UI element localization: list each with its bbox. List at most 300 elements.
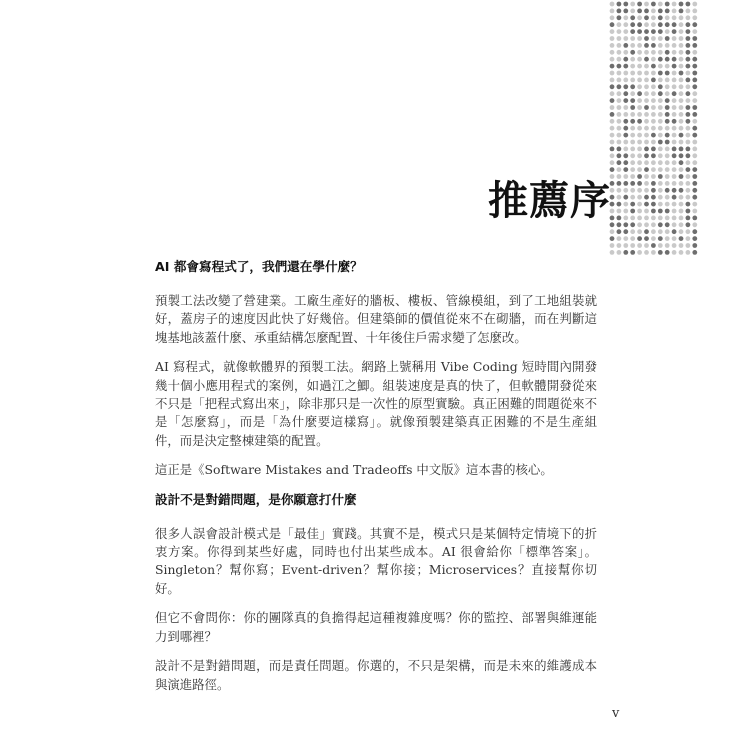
decorative-dot — [686, 202, 691, 207]
decorative-dot — [610, 153, 615, 158]
decorative-dot — [665, 43, 670, 48]
decorative-dot — [686, 147, 691, 152]
decorative-dot — [644, 22, 649, 27]
decorative-dot — [651, 98, 656, 103]
decorative-dot — [672, 64, 677, 69]
decorative-dot — [658, 243, 663, 248]
decorative-dot — [623, 15, 628, 20]
decorative-dot — [623, 236, 628, 241]
decorative-dot — [672, 216, 677, 221]
decorative-dot — [665, 181, 670, 186]
decorative-dot — [686, 140, 691, 145]
decorative-dot — [692, 236, 697, 241]
decorative-dot — [686, 98, 691, 103]
decorative-dot — [610, 126, 615, 131]
decorative-dot — [637, 84, 642, 89]
decorative-dot — [617, 15, 622, 20]
decorative-dot — [610, 250, 615, 255]
decorative-dot — [637, 71, 642, 76]
decorative-dot — [637, 243, 642, 248]
decorative-dot — [637, 222, 642, 227]
decorative-dot — [651, 236, 656, 241]
decorative-dot — [623, 50, 628, 55]
decorative-dot — [623, 216, 628, 221]
decorative-dot — [665, 9, 670, 14]
decorative-dot — [637, 112, 642, 117]
decorative-dot — [692, 133, 697, 138]
decorative-dot — [686, 181, 691, 186]
decorative-dot — [679, 229, 684, 234]
decorative-dot — [623, 181, 628, 186]
decorative-dot — [637, 98, 642, 103]
decorative-dot — [637, 43, 642, 48]
decorative-dot — [658, 147, 663, 152]
dot-pattern-decoration — [0, 0, 750, 260]
decorative-dot — [651, 112, 656, 117]
decorative-dot — [692, 64, 697, 69]
decorative-dot — [644, 57, 649, 62]
decorative-dot — [630, 147, 635, 152]
decorative-dot — [679, 209, 684, 214]
decorative-dot — [651, 29, 656, 34]
decorative-dot — [644, 98, 649, 103]
decorative-dot — [623, 29, 628, 34]
decorative-dot — [679, 140, 684, 145]
decorative-dot — [692, 181, 697, 186]
decorative-dot — [665, 22, 670, 27]
decorative-dot — [679, 188, 684, 193]
decorative-dot — [617, 119, 622, 124]
decorative-dot — [665, 119, 670, 124]
decorative-dot — [665, 126, 670, 131]
decorative-dot — [665, 209, 670, 214]
decorative-dot — [651, 243, 656, 248]
decorative-dot — [692, 209, 697, 214]
decorative-dot — [617, 84, 622, 89]
decorative-dot — [679, 84, 684, 89]
decorative-dot — [679, 236, 684, 241]
decorative-dot — [644, 84, 649, 89]
decorative-dot — [672, 50, 677, 55]
decorative-dot — [644, 126, 649, 131]
decorative-dot — [692, 202, 697, 207]
decorative-dot — [686, 188, 691, 193]
decorative-dot — [658, 222, 663, 227]
decorative-dot — [637, 50, 642, 55]
decorative-dot — [637, 119, 642, 124]
decorative-dot — [679, 174, 684, 179]
decorative-dot — [672, 57, 677, 62]
decorative-dot — [665, 216, 670, 221]
decorative-dot — [651, 64, 656, 69]
decorative-dot — [623, 112, 628, 117]
paragraph-4: 很多人誤會設計模式是「最佳」實踐。其實不是，模式只是某個特定情境下的折衷方案。你得到某些好處，同時也付出某些成本。AI 很會給你「標準答案」。Singleton？幫你寫；Event-driven？幫你接；Microservices？直接幫你切好。 — [155, 525, 597, 596]
decorative-dot — [617, 91, 622, 96]
decorative-dot — [686, 64, 691, 69]
decorative-dot — [617, 153, 622, 158]
decorative-dot — [692, 222, 697, 227]
decorative-dot — [651, 188, 656, 193]
decorative-dot — [617, 98, 622, 103]
decorative-dot — [692, 36, 697, 41]
decorative-dot — [658, 140, 663, 145]
decorative-dot — [692, 229, 697, 234]
decorative-dot — [630, 78, 635, 83]
decorative-dot — [651, 126, 656, 131]
decorative-dot — [658, 188, 663, 193]
decorative-dot — [637, 126, 642, 131]
decorative-dot — [679, 167, 684, 172]
decorative-dot — [630, 98, 635, 103]
decorative-dot — [672, 174, 677, 179]
decorative-dot — [672, 243, 677, 248]
decorative-dot — [658, 71, 663, 76]
decorative-dot — [658, 153, 663, 158]
decorative-dot — [672, 105, 677, 110]
decorative-dot — [644, 29, 649, 34]
decorative-dot — [637, 160, 642, 165]
decorative-dot — [623, 22, 628, 27]
decorative-dot — [692, 22, 697, 27]
decorative-dot — [692, 243, 697, 248]
decorative-dot — [617, 209, 622, 214]
decorative-dot — [637, 202, 642, 207]
decorative-dot — [692, 195, 697, 200]
decorative-dot — [610, 243, 615, 248]
decorative-dot — [630, 195, 635, 200]
decorative-dot — [610, 43, 615, 48]
decorative-dot — [686, 84, 691, 89]
decorative-dot — [658, 202, 663, 207]
decorative-dot — [637, 9, 642, 14]
decorative-dot — [651, 91, 656, 96]
decorative-dot — [610, 167, 615, 172]
decorative-dot — [610, 15, 615, 20]
decorative-dot — [637, 174, 642, 179]
decorative-dot — [651, 202, 656, 207]
decorative-dot — [637, 140, 642, 145]
decorative-dot — [679, 29, 684, 34]
decorative-dot — [617, 160, 622, 165]
decorative-dot — [623, 188, 628, 193]
decorative-dot — [637, 2, 642, 7]
decorative-dot — [623, 64, 628, 69]
decorative-dot — [637, 153, 642, 158]
decorative-dot — [658, 22, 663, 27]
decorative-dot — [630, 188, 635, 193]
decorative-dot — [630, 250, 635, 255]
decorative-dot — [672, 250, 677, 255]
decorative-dot — [644, 153, 649, 158]
decorative-dot — [672, 229, 677, 234]
decorative-dot — [665, 84, 670, 89]
decorative-dot — [651, 36, 656, 41]
decorative-dot — [610, 22, 615, 27]
decorative-dot — [617, 43, 622, 48]
decorative-dot — [651, 216, 656, 221]
decorative-dot — [644, 9, 649, 14]
decorative-dot — [610, 57, 615, 62]
decorative-dot — [623, 91, 628, 96]
decorative-dot — [692, 84, 697, 89]
decorative-dot — [651, 15, 656, 20]
decorative-dot — [623, 84, 628, 89]
decorative-dot — [679, 50, 684, 55]
decorative-dot — [610, 84, 615, 89]
decorative-dot — [665, 202, 670, 207]
decorative-dot — [651, 209, 656, 214]
decorative-dot — [686, 174, 691, 179]
decorative-dot — [651, 119, 656, 124]
decorative-dot — [623, 133, 628, 138]
decorative-dot — [658, 126, 663, 131]
decorative-dot — [630, 84, 635, 89]
decorative-dot — [665, 195, 670, 200]
decorative-dot — [610, 91, 615, 96]
decorative-dot — [637, 15, 642, 20]
decorative-dot — [651, 140, 656, 145]
decorative-dot — [686, 71, 691, 76]
decorative-dot — [630, 126, 635, 131]
decorative-dot — [617, 105, 622, 110]
decorative-dot — [630, 236, 635, 241]
decorative-dot — [651, 181, 656, 186]
decorative-dot — [637, 105, 642, 110]
decorative-dot — [692, 91, 697, 96]
decorative-dot — [679, 36, 684, 41]
decorative-dot — [692, 78, 697, 83]
decorative-dot — [665, 112, 670, 117]
decorative-dot — [665, 64, 670, 69]
decorative-dot — [672, 167, 677, 172]
decorative-dot — [665, 250, 670, 255]
decorative-dot — [686, 15, 691, 20]
decorative-dot — [672, 188, 677, 193]
decorative-dot — [644, 216, 649, 221]
decorative-dot — [686, 43, 691, 48]
decorative-dot — [692, 140, 697, 145]
decorative-dot — [679, 153, 684, 158]
decorative-dot — [686, 160, 691, 165]
decorative-dot — [672, 22, 677, 27]
decorative-dot — [630, 174, 635, 179]
decorative-dot — [665, 188, 670, 193]
decorative-dot — [644, 91, 649, 96]
decorative-dot — [679, 105, 684, 110]
decorative-dot — [672, 84, 677, 89]
decorative-dot — [617, 2, 622, 7]
decorative-dot — [658, 2, 663, 7]
decorative-dot — [679, 71, 684, 76]
decorative-dot — [672, 160, 677, 165]
decorative-dot — [630, 243, 635, 248]
decorative-dot — [686, 222, 691, 227]
decorative-dot — [658, 50, 663, 55]
decorative-dot — [665, 229, 670, 234]
decorative-dot — [610, 9, 615, 14]
decorative-dot — [672, 209, 677, 214]
decorative-dot — [617, 133, 622, 138]
decorative-dot — [637, 29, 642, 34]
decorative-dot — [644, 222, 649, 227]
decorative-dot — [692, 57, 697, 62]
decorative-dot — [610, 50, 615, 55]
paragraph-5: 但它不會問你：你的團隊真的負擔得起這種複雜度嗎？你的監控、部署與維運能力到哪裡？ — [155, 610, 597, 644]
decorative-dot — [686, 36, 691, 41]
decorative-dot — [665, 105, 670, 110]
decorative-dot — [630, 167, 635, 172]
decorative-dot — [672, 29, 677, 34]
decorative-dot — [658, 174, 663, 179]
decorative-dot — [630, 140, 635, 145]
decorative-dot — [630, 133, 635, 138]
decorative-dot — [623, 243, 628, 248]
decorative-dot — [644, 50, 649, 55]
decorative-dot — [665, 91, 670, 96]
decorative-dot — [610, 160, 615, 165]
decorative-dot — [637, 36, 642, 41]
decorative-dot — [644, 250, 649, 255]
decorative-dot — [692, 112, 697, 117]
decorative-dot — [679, 181, 684, 186]
decorative-dot — [686, 153, 691, 158]
decorative-dot — [651, 147, 656, 152]
decorative-dot — [623, 153, 628, 158]
decorative-dot — [610, 147, 615, 152]
decorative-dot — [679, 57, 684, 62]
decorative-dot — [686, 78, 691, 83]
decorative-dot — [637, 57, 642, 62]
decorative-dot — [658, 236, 663, 241]
decorative-dot — [672, 15, 677, 20]
decorative-dot — [692, 105, 697, 110]
decorative-dot — [686, 119, 691, 124]
decorative-dot — [686, 50, 691, 55]
decorative-dot — [617, 195, 622, 200]
decorative-dot — [679, 91, 684, 96]
decorative-dot — [651, 105, 656, 110]
decorative-dot — [672, 147, 677, 152]
decorative-dot — [623, 222, 628, 227]
decorative-dot — [679, 43, 684, 48]
decorative-dot — [672, 91, 677, 96]
decorative-dot — [658, 98, 663, 103]
decorative-dot — [623, 57, 628, 62]
decorative-dot — [651, 229, 656, 234]
decorative-dot — [617, 140, 622, 145]
decorative-dot — [610, 98, 615, 103]
decorative-dot — [686, 216, 691, 221]
decorative-dot — [692, 174, 697, 179]
decorative-dot — [658, 78, 663, 83]
decorative-dot — [651, 222, 656, 227]
decorative-dot — [658, 181, 663, 186]
decorative-dot — [623, 9, 628, 14]
decorative-dot — [692, 216, 697, 221]
decorative-dot — [644, 43, 649, 48]
decorative-dot — [623, 174, 628, 179]
decorative-dot — [692, 9, 697, 14]
decorative-dot — [617, 22, 622, 27]
chapter-title: 推薦序 — [488, 178, 611, 224]
decorative-dot — [610, 78, 615, 83]
decorative-dot — [630, 216, 635, 221]
decorative-dot — [644, 15, 649, 20]
decorative-dot — [630, 57, 635, 62]
decorative-dot — [644, 209, 649, 214]
decorative-dot — [617, 181, 622, 186]
decorative-dot — [665, 50, 670, 55]
decorative-dot — [679, 119, 684, 124]
paragraph-2: AI 寫程式，就像軟體界的預製工法。網路上號稱用 Vibe Coding 短時間內開發幾十個小應用程式的案例，如過江之鯽。組裝速度是真的快了，但軟體開發從來不只是「把程式寫出來」，除非那只是一次性的原型實驗。真正困難的問題從來不是「怎麼寫」，而是「為什麼要這樣寫」。就像預製建築真正困難的不是生產組件，而是決定整棟建築的配置。 — [155, 359, 597, 448]
decorative-dot — [686, 229, 691, 234]
decorative-dot — [617, 126, 622, 131]
decorative-dot — [617, 112, 622, 117]
decorative-dot — [644, 64, 649, 69]
decorative-dot — [672, 9, 677, 14]
decorative-dot — [637, 188, 642, 193]
decorative-dot — [665, 167, 670, 172]
decorative-dot — [630, 22, 635, 27]
decorative-dot — [679, 15, 684, 20]
decorative-dot — [637, 216, 642, 221]
decorative-dot — [644, 119, 649, 124]
decorative-dot — [623, 78, 628, 83]
decorative-dot — [651, 160, 656, 165]
decorative-dot — [651, 174, 656, 179]
decorative-dot — [610, 229, 615, 234]
decorative-dot — [692, 119, 697, 124]
decorative-dot — [672, 195, 677, 200]
decorative-dot — [637, 229, 642, 234]
decorative-dot — [637, 78, 642, 83]
decorative-dot — [617, 71, 622, 76]
decorative-dot — [617, 202, 622, 207]
decorative-dot — [630, 119, 635, 124]
decorative-dot — [623, 167, 628, 172]
decorative-dot — [617, 236, 622, 241]
decorative-dot — [610, 29, 615, 34]
decorative-dot — [637, 236, 642, 241]
decorative-dot — [644, 174, 649, 179]
decorative-dot — [630, 181, 635, 186]
decorative-dot — [630, 50, 635, 55]
decorative-dot — [617, 36, 622, 41]
decorative-dot — [644, 181, 649, 186]
decorative-dot — [658, 209, 663, 214]
decorative-dot — [658, 105, 663, 110]
decorative-dot — [623, 147, 628, 152]
decorative-dot — [658, 195, 663, 200]
section-heading-2: 設計不是對錯問題，是你願意打什麼 — [155, 491, 357, 507]
decorative-dot — [644, 36, 649, 41]
decorative-dot — [630, 160, 635, 165]
decorative-dot — [637, 250, 642, 255]
decorative-dot — [679, 195, 684, 200]
decorative-dot — [623, 140, 628, 145]
decorative-dot — [679, 126, 684, 131]
decorative-dot — [651, 78, 656, 83]
decorative-dot — [658, 57, 663, 62]
decorative-dot — [617, 222, 622, 227]
decorative-dot — [692, 71, 697, 76]
decorative-dot — [665, 147, 670, 152]
decorative-dot — [630, 36, 635, 41]
decorative-dot — [617, 78, 622, 83]
decorative-dot — [686, 126, 691, 131]
decorative-dot — [644, 133, 649, 138]
decorative-dot — [644, 236, 649, 241]
